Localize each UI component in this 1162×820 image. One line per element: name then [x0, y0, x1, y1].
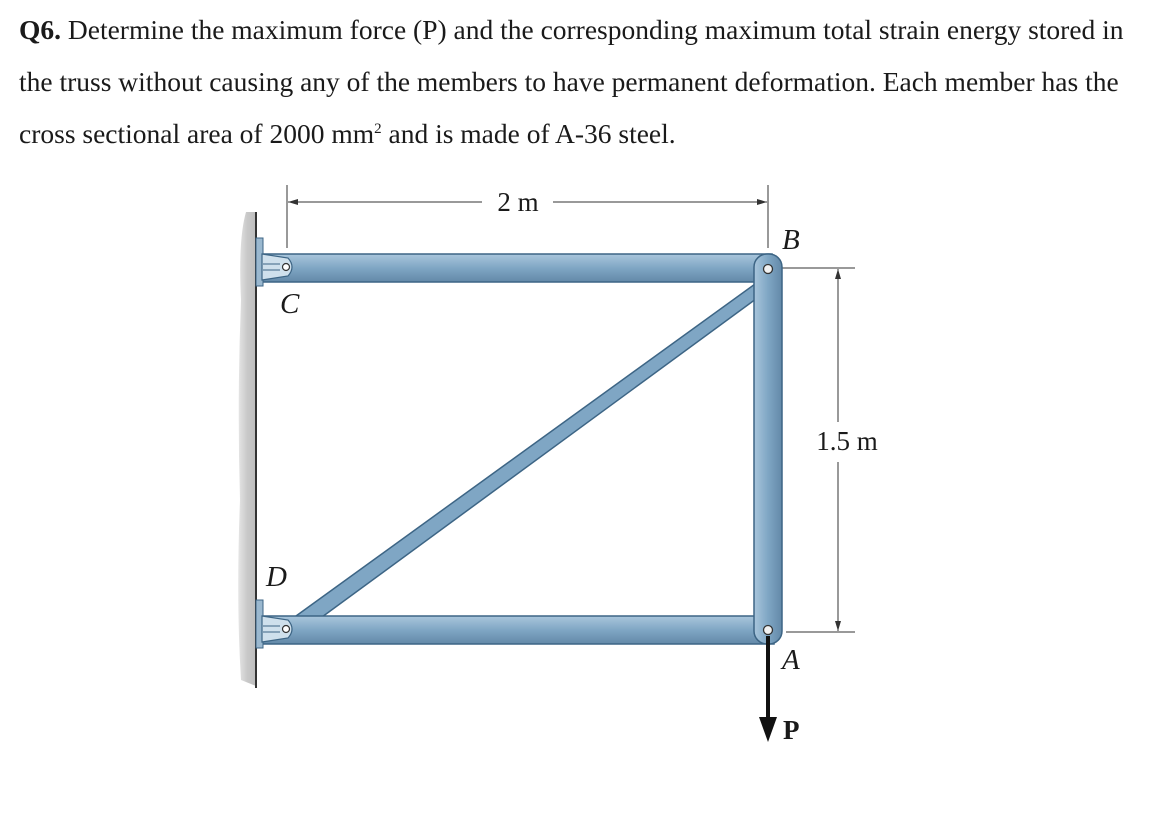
member-da [262, 616, 774, 644]
area-unit-superscript: 2 [374, 120, 382, 137]
joint-label-b: B [782, 224, 800, 256]
pin-a [764, 626, 773, 635]
question-number: Q6. [19, 14, 62, 45]
member-cb [262, 254, 772, 282]
question-body: Determine the maximum force (P) and the corresponding maximum total strain energy stored in the truss without causing any of the members to have permanent deformation. Each member has the cross sectional area of 2000 mm [19, 14, 1124, 149]
truss-figure [0, 170, 1162, 820]
question-text [19, 4, 1144, 160]
load-arrow-p [759, 636, 777, 742]
member-ba [754, 254, 782, 644]
dimension-2m-label: 2 m [497, 187, 539, 217]
question-body-end: and is made of A-36 steel. [381, 118, 676, 149]
load-label-p: P [783, 715, 800, 745]
joint-label-c: C [280, 288, 300, 320]
wall-support [238, 212, 256, 688]
member-db [296, 284, 760, 628]
joint-label-a: A [782, 644, 800, 676]
joint-label-d: D [266, 561, 287, 593]
pin-b [764, 265, 773, 274]
dimension-1-5m-label: 1.5 m [816, 426, 878, 456]
